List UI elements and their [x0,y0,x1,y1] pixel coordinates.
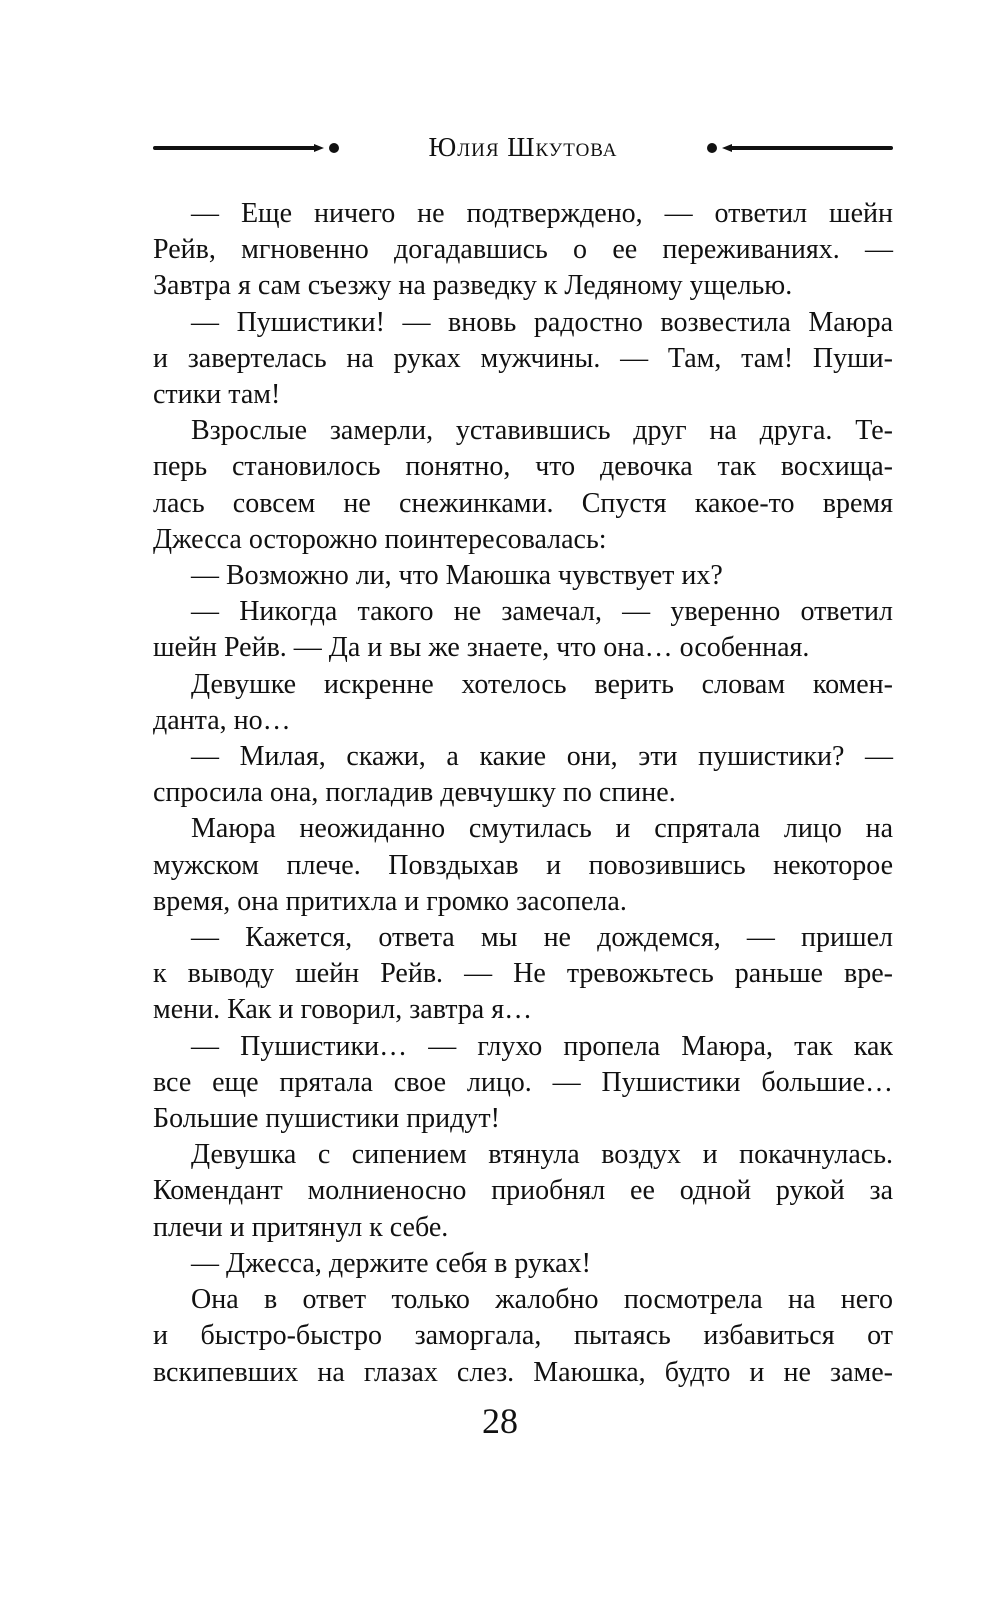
text-line: Завтра я сам съезжу на разведку к Ледяному ущелью. [153,270,793,302]
text-line: спросила она, погладив девчушку по спине. [153,777,676,809]
text-line: — Еще ничего не подтверждено, — ответил шейн [191,198,893,229]
running-head [153,128,893,168]
text-line: Девушке искренне хотелось верить словам комен- [191,668,893,700]
text-line: стики там! [153,379,281,411]
text-line: вскипевших на глазах слез. Маюшка, будто и не заме- [153,1356,893,1388]
text-line: время, она притихла и громко засопела. [153,885,627,917]
text-line: Джесса осторожно поинтересовалась: [153,523,607,555]
text-line: Взрослые замерли, уставившись друг на друга. Те- [191,415,893,447]
text-line: — Пушистики! — вновь радостно возвестила Маюра [191,306,893,338]
text-line: и быстро-быстро заморгала, пытаясь избавиться от [153,1320,893,1352]
text-line: лась совсем не снежинками. Спустя какое-то время [153,487,893,519]
text-line: — Джесса, держите себя в руках! [191,1247,591,1279]
text-line: плечи и притянул к себе. [153,1211,449,1243]
text-line: Она в ответ только жалобно посмотрела на него [191,1284,893,1316]
text-line: — Никогда такого не замечал, — уверенно ответил [191,596,893,628]
text-line: Девушка с сипением втянула воздух и покачнулась. [191,1139,893,1171]
text-line: Большие пушистики придут! [153,1103,500,1135]
text-line: все еще прятала свое лицо. — Пушистики большие… [153,1066,893,1098]
text-line: к выводу шейн Рейв. — Не тревожьтесь раньше вре- [153,958,893,990]
text-line: данта, но… [153,704,291,736]
text-line: шейн Рейв. — Да и вы же знаете, что она… особенная. [153,632,810,664]
text-line: — Пушистики… — глухо пропела Маюра, так как [191,1030,893,1062]
ornament-dot-right [707,143,717,153]
text-line: перь становилось понятно, что девочка так восхища- [153,451,893,483]
running-head-title: Юлия Шкутова [428,132,618,162]
text-line: — Возможно ли, что Маюшка чувствует их? [191,560,723,592]
text-line: мужском плече. Повздыхав и повозившись некоторое [153,849,893,881]
text-line: — Кажется, ответа мы не дождемся, — пришел [191,922,893,954]
page-number: 28 [482,1401,518,1441]
text-line: Маюра неожиданно смутилась и спрятала лицо на [191,813,893,845]
text-line: Рейв, мгновенно догадавшись о ее переживаниях. — [153,234,893,266]
body-text [153,196,893,1391]
text-line: Комендант молниеносно приобнял ее одной рукой за [153,1175,893,1207]
text-line: — Милая, скажи, а какие они, эти пушистики? — [191,741,893,773]
text-line: и завертелась на руках мужчины. — Там, там! Пуши- [153,342,893,374]
ornament-rule-right [728,146,893,150]
text-line: мени. Как и говорил, завтра я… [153,994,533,1026]
